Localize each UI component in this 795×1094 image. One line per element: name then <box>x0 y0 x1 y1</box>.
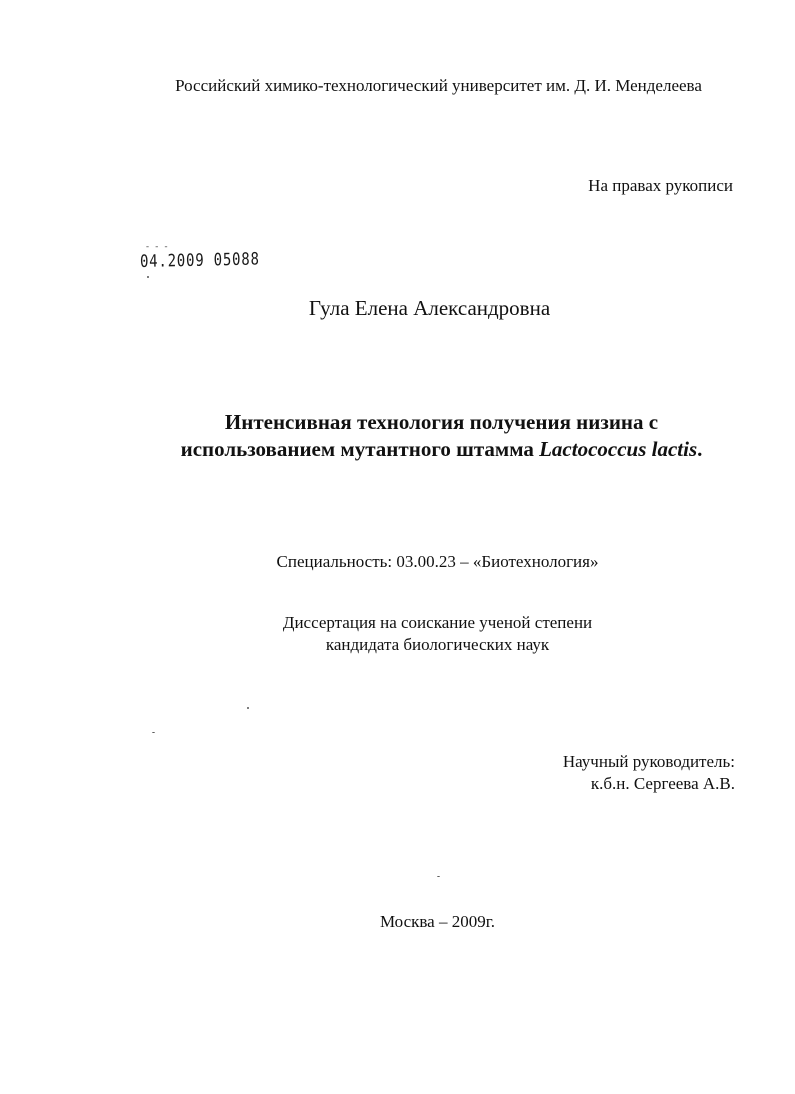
thesis-title-line-2-text: использованием мутантного штамма <box>180 437 540 461</box>
city-and-year: Москва – 2009г. <box>379 912 496 931</box>
dissertation-line-1: Диссертация на соискание ученой степени <box>282 613 593 632</box>
scan-speck <box>247 707 249 709</box>
thesis-title-line-1: Интенсивная технология получения низина с <box>224 410 659 434</box>
scan-speck <box>147 276 149 278</box>
author-name: Гула Елена Александровна <box>308 296 551 320</box>
stamp-marks: - - - <box>146 241 170 251</box>
university-name: Российский химико-технологический университет им. Д. И. Менделеева <box>175 76 702 95</box>
thesis-title-period: . <box>697 437 703 461</box>
dissertation-line-2: кандидата биологических наук <box>325 635 550 654</box>
scan-speck <box>152 732 155 733</box>
library-stamp-number: 04.2009 05088 <box>139 249 260 272</box>
advisor-label: Научный руководитель: <box>562 752 735 771</box>
advisor-name: к.б.н. Сергеева А.В. <box>590 774 735 793</box>
specialty-line: Специальность: 03.00.23 – «Биотехнология» <box>276 552 599 571</box>
scan-speck <box>437 876 440 877</box>
thesis-title-line-2 <box>44 437 795 462</box>
manuscript-rights-note: На правах рукописи <box>588 176 733 195</box>
organism-name: Lactococcus lactis <box>539 437 698 461</box>
